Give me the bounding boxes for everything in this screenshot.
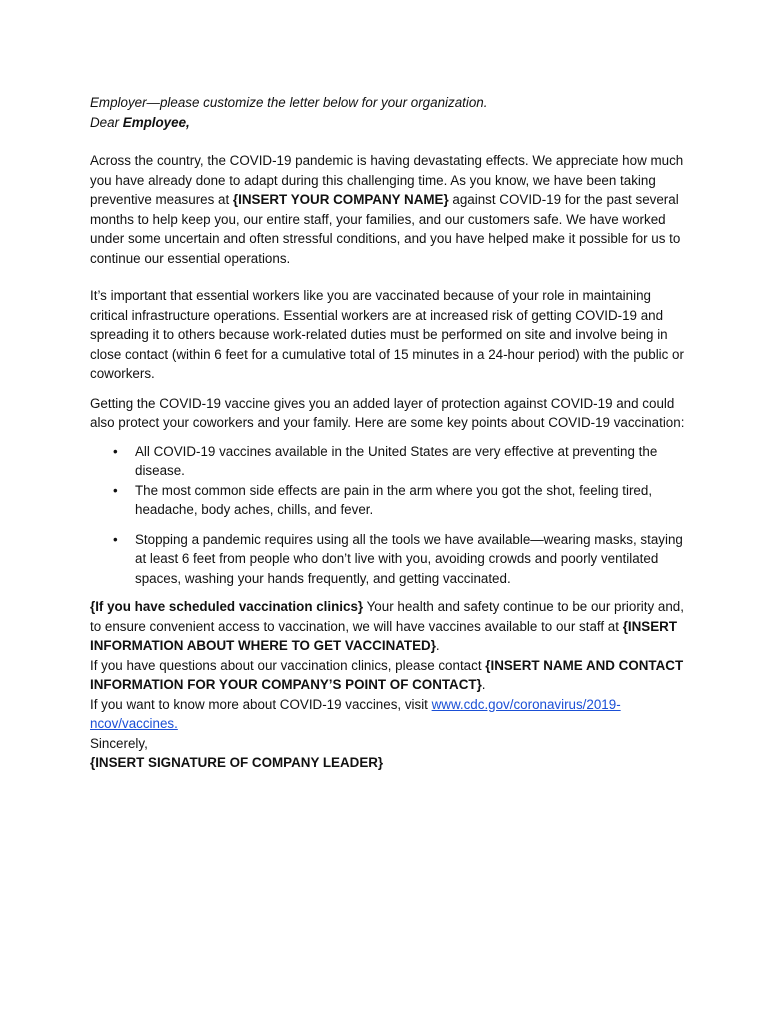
company-name-placeholder: {INSERT YOUR COMPANY NAME} (232, 192, 449, 207)
clinics-text: Your health and safety continue to be our priority and, to ensure convenient access to vaccination, we will have vaccines available to our staff at (90, 599, 684, 634)
salutation (90, 113, 690, 133)
paragraph-vaccine-benefits: Getting the COVID-19 vaccine gives you an added layer of protection against COVID-19 and could also protect your coworkers and your family. Here are some key points about COVID-19 vaccination: (90, 395, 685, 430)
salutation-dear: Dear (90, 114, 120, 130)
signature-placeholder: {INSERT SIGNATURE OF COMPANY LEADER} (90, 755, 384, 770)
cdc-vaccines-link[interactable]: www.cdc.gov/coronavirus/2019-ncov/vaccines. (90, 696, 621, 731)
paragraph-questions (90, 656, 690, 695)
bullet-icon: • (113, 443, 118, 459)
closing: Sincerely, (90, 735, 148, 751)
clinics-condition: {If you have scheduled vaccination clinics} (90, 599, 364, 614)
clinics-end: . (435, 638, 440, 653)
list-item (90, 481, 690, 520)
bullet-icon: • (113, 531, 118, 547)
more-info-text: If you want to know more about COVID-19 vaccines, visit (90, 696, 432, 712)
paragraph-more-info (90, 695, 690, 734)
questions-text: If you have questions about our vaccination clinics, please contact (90, 657, 486, 673)
list-item (90, 530, 690, 589)
list-item (90, 442, 690, 481)
questions-end: . (481, 677, 486, 692)
paragraph-intro (90, 151, 690, 268)
key-point-text: All COVID-19 vaccines available in the United States are very effective at preventing the disease. (135, 443, 658, 478)
key-points-list (90, 442, 690, 589)
bullet-icon: • (113, 482, 118, 498)
paragraph-essential-workers: It’s important that essential workers like you are vaccinated because of your role in maintaining critical infrastructure operations. Essential workers are at increased risk of getting COVID-19 and spreading it to others because work-related duties must be performed on site and involve being in close contact (within 6 feet for a cumulative total of 15 minutes in a 24-hour period) with the public or coworkers. (90, 288, 684, 381)
salutation-recipient: Employee, (122, 114, 190, 130)
contact-placeholder: {INSERT NAME AND CONTACT INFORMATION FOR YOUR COMPANY’S POINT OF CONTACT} (90, 657, 684, 692)
letter-document (90, 93, 690, 773)
key-point-text: The most common side effects are pain in the arm where you got the shot, feeling tired, headache, body aches, chills, and fever. (135, 482, 653, 517)
paragraph-clinics (90, 597, 690, 656)
paragraph-intro-part2: against COVID-19 for the past several months to help keep you, our entire staff, your families, and our customers safe. We have worked under some uncertain and often stressful conditions, and you have helped make it possible for us to continue our essential operations. (90, 192, 681, 266)
customization-instruction: Employer—please customize the letter below for your organization. (90, 95, 488, 110)
key-point-text: Stopping a pandemic requires using all the tools we have available—wearing masks, staying at least 6 feet from people who don’t live with you, avoiding crowds and poorly ventilated spaces, washing your hands frequently, and getting vaccinated. (135, 531, 683, 586)
paragraph-intro-part1: Across the country, the COVID-19 pandemic is having devastating effects. We appreciate how much you have already done to adapt during this challenging time. As you know, we have been taking preventive measures at (90, 153, 684, 207)
location-placeholder: {INSERT INFORMATION ABOUT WHERE TO GET VACCINATED} (90, 618, 678, 653)
